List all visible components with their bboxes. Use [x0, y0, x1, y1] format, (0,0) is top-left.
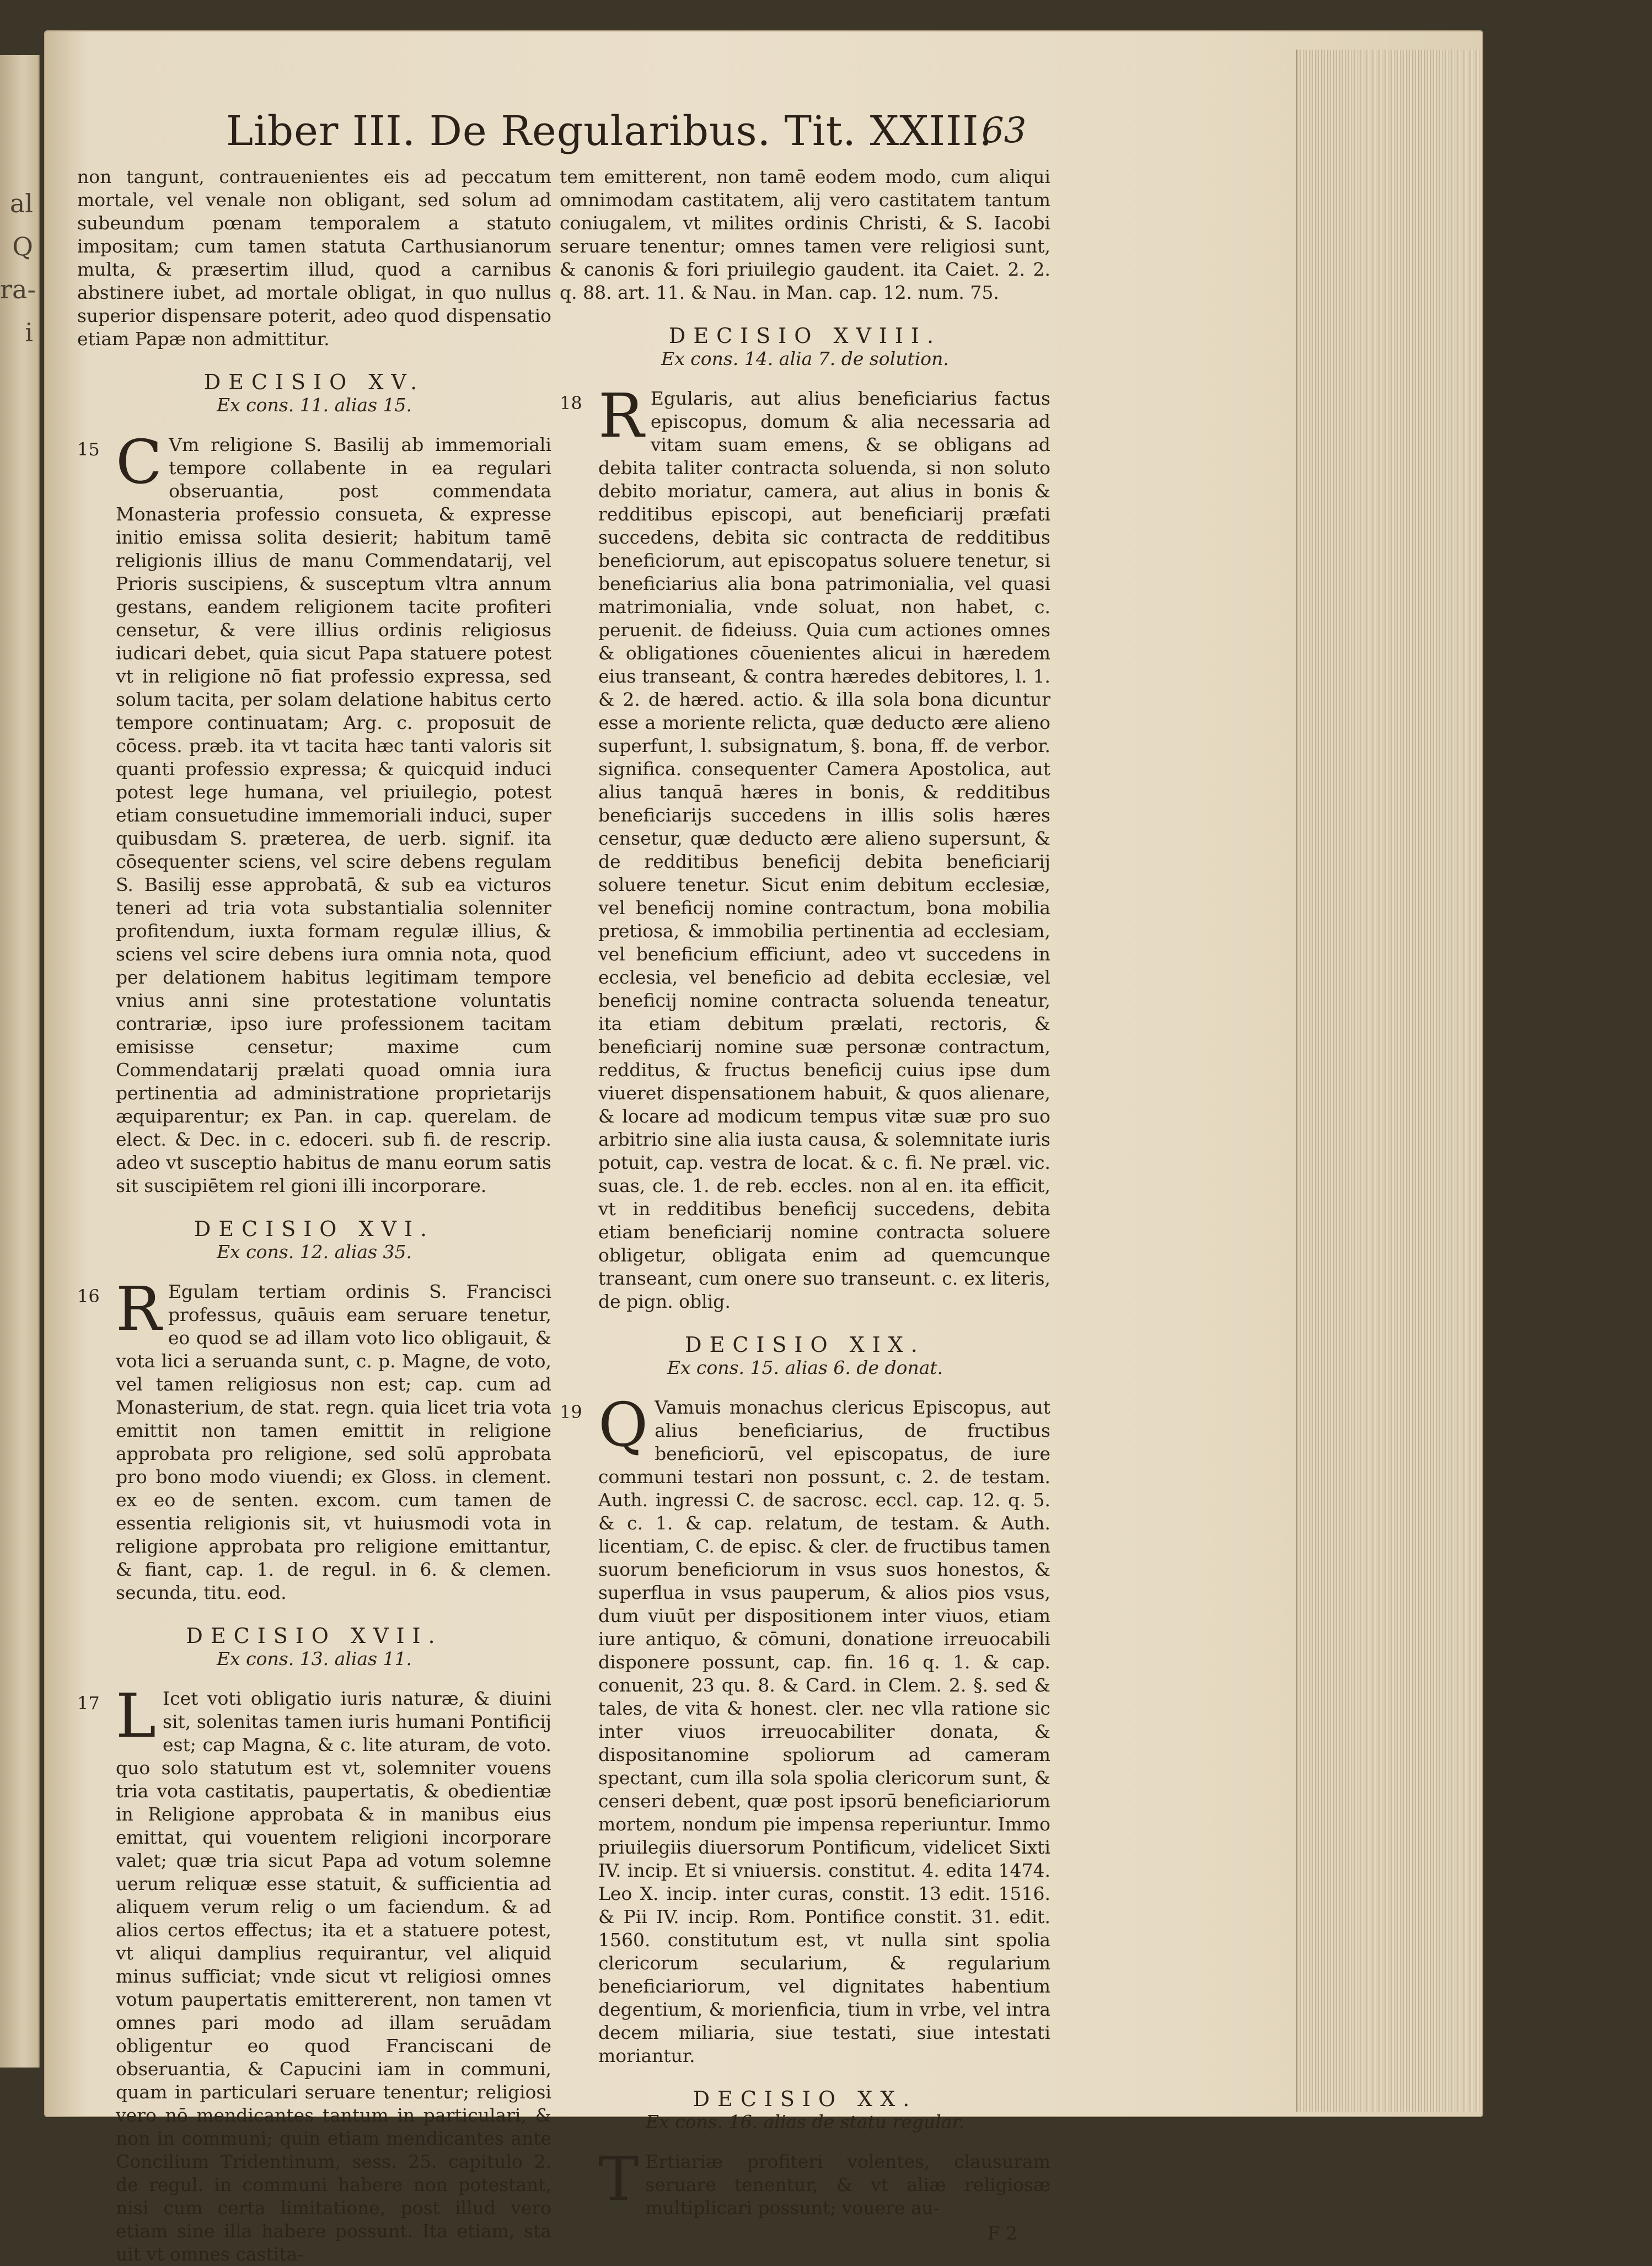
drop-cap: R [598, 380, 644, 451]
fragment: i [25, 318, 33, 347]
decisio-source: Ex cons. 11. alias 15. [216, 394, 412, 416]
decisio-entry [560, 1389, 1050, 2068]
decisio-entry [77, 1274, 551, 1604]
fragment: ra- [0, 275, 36, 304]
decisio-entry [77, 1680, 551, 2266]
signature-mark: F 2 [987, 2222, 1017, 2244]
marginal-number: 15 [77, 439, 100, 460]
facing-page-edge [0, 55, 40, 2068]
marginal-number: 19 [560, 1402, 582, 1422]
running-header: Liber III. De Regularibus. Tit. XXIII. [226, 108, 993, 155]
decisio-source: Ex cons. 15. alias 6. de donat. [667, 1357, 943, 1378]
continued-text: non tangunt, contrauenientes eis ad peccatum mortale, vel venale non obligant, sed solum ad subeundum pœnam temporalem a statuto impositam; cum tamen statuta Carthusianorum multa, & præsertim illud, quod a carnibus abstinere iubet, ad mortale obligat, in quo nullus superior dispensare poterit, adeo quod dispensatio etiam Papæ non admittitur. [77, 166, 551, 350]
page-block-edges [1296, 50, 1479, 2112]
drop-cap: Q [598, 1389, 648, 1460]
fragment: Q [12, 232, 33, 261]
marginal-number: 17 [77, 1693, 100, 1714]
left-column [77, 165, 551, 2266]
decisio-text: Ertiariæ profiteri volentes, clausuram seruare tenentur, & vt aliæ religiosæ multiplicari possunt; vouere au- [645, 2151, 1050, 2219]
decisio-heading: DECISIO XIX. [685, 1333, 925, 1357]
fragment: al [9, 189, 33, 218]
decisio-text: Icet voti obligatio iuris naturæ, & diuini sit, solenitas tamen iuris humani Pontificij est; cap Magna, & c. lite aturam, de voto. quo solo statutum est vt, solemniter vouens tria vota castitatis, paupertatis, & obedientiæ in Religione approbata & in manibus eius emittat, qui vouentem religioni incorporare valet; quæ tria sicut Papa ad votum solemne uerum reliquæ esse statuit, & sufficientia ad aliquem verum relig o um faciendum. & ad alios certos effectus; ita et a statuere potest, vt aliqui damplius requirantur, vel aliquid minus sufficiat; vnde sicut vt religiosi omnes votum paupertatis emittererent, non tamen vt omnes pari modo ad illam seruādam obligentur eo quod Franciscani de obseruantia, & Capucini iam in communi, quam in particulari seruare tenentur; religiosi vero nō mendicantes tantum in particulari, & non in communi; quin etiam mendicantes ante Concilium Tridentinum, sess. 25. capitulo 2. de regul. in communi habere non potestant, nisi cum certa limitatione, post illud vero etiam sine illa habere possunt. Ita etiam, sta uit vt omnes castita- [116, 1688, 551, 2265]
decisio-source: Ex cons. 12. alias 35. [216, 1241, 412, 1263]
decisio-heading: DECISIO XX. [693, 2087, 918, 2111]
decisio-heading: DECISIO XV. [203, 370, 425, 394]
decisio-text: Vm religione S. Basilij ab immemoriali tempore collabente in ea regulari obseruantia, post commendata Monasteria professio consueta, & expresse initio emissa solita desierit; habitum tamē religionis illius de manu Commendatarij, vel Prioris suscipiens, & susceptum vltra annum gestans, eandem religionem tacite profiteri censetur, & vere illius ordinis religiosus iudicari debet, quia sicut Papa statuere potest vt in religione nō fiat professio expressa, sed solum tacita, per solam delatione habitus certo tempore continuatam; Arg. c. proposuit de cōcess. præb. ita vt tacita hæc tanti valoris sit quanti professio expressa; & quicquid induci potest lege humana, vel priuilegio, potest etiam consuetudine immemoriali induci, super quibusdam S. præterea, de uerb. signif. ita cōsequenter sciens, vel scire debens regulam S. Basilij esse approbatā, & sub ea victuros teneri ad tria vota substantialia solenniter profitendum, iuxta formam regulæ illius, & sciens vel scire debens iura omnia nota, quod per delationem habitus legitimam tempore vnius anni sine protestatione voluntatis contrariæ, ipso iure professionem tacitam emisisse censetur; maxime cum Commendatarij prælati quoad omnia iura pertinentia ad administratione proprietarijs æquiparentur; ex Pan. in cap. querelam. de elect. & Dec. in c. edoceri. sub fi. de rescrip. adeo vt susceptio habitus de manu eorum satis sit suscipiētem rel gioni illi incorporare. [116, 434, 551, 1196]
facing-page-fragments [0, 182, 36, 354]
decisio-source: Ex cons. 16. alias de statu regular. [645, 2111, 965, 2133]
decisio-source: Ex cons. 13. alias 11. [216, 1648, 412, 1669]
decisio-text: Egulam tertiam ordinis S. Francisci professus, quāuis eam seruare tenetur, eo quod se ad illam voto lico obligauit, & vota lici a seruanda sunt, c. p. Magne, de voto, vel tamen religiosus non est; cap. cum ad Monasterium, de stat. regn. quia licet tria vota emittit non tamen emittit in religione approbata pro religione, sed solū approbata pro bono modo viuendi; ex Gloss. in clement. ex eo de senten. excom. cum tamen de essentia religionis sit, vt huiusmodi vota in religione approbata pro religione emittantur, & fiant, cap. 1. de regul. in 6. & clemen. secunda, titu. eod. [116, 1281, 551, 1603]
decisio-text: Vamuis monachus clericus Episcopus, aut alius beneficiarius, de fructibus beneficiorū, vel episcopatus, de iure communi testari non possunt, c. 2. de testam. Auth. ingressi C. de sacrosc. eccl. cap. 12. q. 5. & c. 1. & cap. relatum, de testam. & Auth. licentiam, C. de episc. & cler. de fructibus tamen suorum beneficiorum in vsus suos honestos, & superflua in vsus pauperum, & alios pios vsus, dum viuūt per dispositionem inter viuos, etiam iure antiquo, & cōmuni, donatione irreuocabili disponere possunt, cap. fin. 16 q. 1. & cap. conuenit, 23 qu. 8. & Card. in Clem. 2. §. sed & tales, de vita & honest. cler. nec vlla ratione sic inter viuos irreuocabiliter donata, & dispositanomine spoliorum ad cameram spectant, cum illa sola spolia clericorum sunt, & censeri debent, quæ post ipsorū beneficiariorum mortem, nondum pie impensa reperiuntur. Immo priuilegiis diuersorum Pontificum, videlicet Sixti IV. incip. Et si vniuersis. constitut. 4. edita 1474. Leo X. incip. inter curas, constit. 13 edit. 1516. & Pii IV. incip. Rom. Pontifice constit. 31. edit. 1560. constitutum est, vt nulla sint spolia clericorum secularium, & regularium beneficiariorum, vel dignitates habentium degentium, & morienficia, tium in vrbe, vel intra decem miliaria, siue testati, siue intestati moriantur. [598, 1397, 1050, 2066]
decisio-heading: DECISIO XVII. [186, 1624, 443, 1648]
decisio-entry [560, 2144, 1050, 2220]
decisio-entry [77, 427, 551, 1198]
drop-cap: C [116, 427, 163, 497]
decisio-entry [560, 380, 1050, 1313]
folio-number: 63 [981, 110, 1027, 151]
continued-text: tem emitterent, non tamē eodem modo, cum aliqui omnimodam castitatem, alij vero castitatem tantum coniugalem, vt milites ordinis Christi, & S. Iacobi seruare tenentur; omnes tamen vere religiosi sunt, & canonis & fori priuilegio gaudent. ita Caiet. 2. 2. q. 88. art. 11. & Nau. in Man. cap. 12. num. 75. [560, 166, 1050, 303]
marginal-number: 16 [77, 1286, 100, 1307]
decisio-heading: DECISIO XVIII. [668, 324, 942, 348]
right-column [560, 165, 1050, 2245]
decisio-heading: DECISIO XVI. [194, 1217, 435, 1241]
decisio-text: Egularis, aut alius beneficiarius factus episcopus, domum & alia necessaria ad vitam suam emens, & se obligans ad debita taliter contracta soluenda, si non soluto debito moriatur, camera, aut alius in bonis & redditibus episcopi, aut beneficiarij præfati succedens, debita sic contracta de redditibus beneficiorum, aut episcopatus soluere tenetur, si beneficiarius alia bona patrimonialia, vel quasi matrimonialia, vnde soluat, non habet, c. peruenit. de fideiuss. Quia cum actiones omnes & obligationes cōuenientes alicui in hæredem eius transeant, & contra hæredes debitores, l. 1. & 2. de hæred. actio. & illa sola bona dicuntur esse a moriente relicta, quæ deducto ære alieno superfunt, l. subsignatum, §. bona, ff. de verbor. significa. consequenter Camera Apostolica, aut alius tanquā hæres in bonis, & redditibus beneficiarijs succedens in illis solis hæres censetur, quæ deducto ære alieno supersunt, & de redditibus beneficij debita beneficiarij soluere tenetur. Sicut enim debitum ecclesiæ, vel beneficij nomine contractum, bona mobilia pretiosa, & immobilia pertinentia ad ecclesiam, vel beneficium efficiunt, adeo vt succedens in ecclesia, vel beneficio ad debita ecclesiæ, vel beneficij nomine contracta soluenda teneatur, ita etiam debitum prælati, rectoris, & beneficiarij nomine suæ personæ contractum, redditus, & fructus beneficij cuius ipse dum viueret dispensationem habuit, & quos alienare, & locare ad modicum tempus vitæ suæ pro suo arbitrio sine alia iusta causa, & solemnitate iuris potuit, cap. vestra de locat. & c. fi. Ne præl. vic. suas, cle. 1. de reb. eccles. non al en. ita efficit, vt in redditibus beneficij succedens, debita etiam beneficiarij nomine contracta soluere obligetur, obligata enim ad quemcunque transeant, cum onere suo transeunt. c. ex literis, de pign. oblig. [598, 388, 1050, 1312]
drop-cap: R [116, 1274, 162, 1344]
marginal-number: 18 [560, 393, 582, 414]
decisio-source: Ex cons. 14. alia 7. de solution. [661, 348, 949, 369]
drop-cap: T [598, 2144, 639, 2214]
drop-cap: L [116, 1680, 157, 1751]
